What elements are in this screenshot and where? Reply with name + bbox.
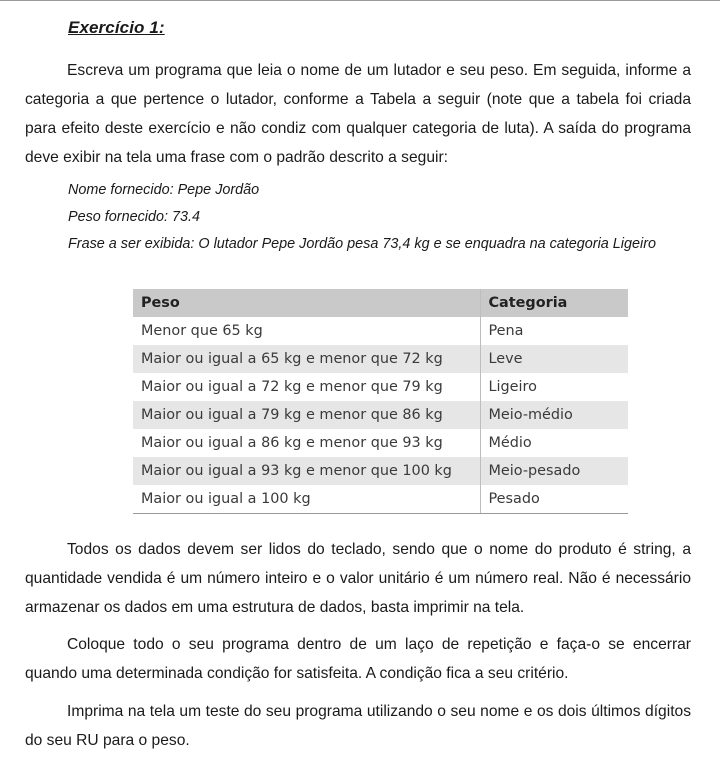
weight-range-cell: Maior ou igual a 79 kg e menor que 86 kg (133, 401, 480, 429)
table-row (133, 429, 628, 457)
header-peso: Peso (133, 289, 480, 317)
weight-range-cell: Maior ou igual a 72 kg e menor que 79 kg (133, 373, 480, 401)
table-header-row (133, 289, 628, 317)
weight-range-cell: Maior ou igual a 93 kg e menor que 100 kg (133, 457, 480, 485)
table-row (133, 317, 628, 345)
category-cell: Leve (480, 345, 628, 373)
table-row (133, 485, 628, 513)
intro-paragraph: Escreva um programa que leia o nome de um lutador e seu peso. Em seguida, informe a categoria a que pertence o lutador, conforme a Tabela a seguir (note que a tabela foi criada para efeito deste exercício e não condiz com qualquer categoria de luta). A saída do programa deve exibir na tela uma frase com o padrão descrito a seguir: (25, 62, 691, 166)
table-row (133, 457, 628, 485)
weight-range-cell: Maior ou igual a 100 kg (133, 485, 480, 513)
category-table (133, 289, 628, 514)
weight-range-cell: Menor que 65 kg (133, 317, 480, 345)
category-cell: Meio-pesado (480, 457, 628, 485)
category-cell: Meio-médio (480, 401, 628, 429)
example-weight-line: Peso fornecido: 73.4 (68, 209, 201, 225)
table-row (133, 345, 628, 373)
weight-range-cell: Maior ou igual a 86 kg e menor que 93 kg (133, 429, 480, 457)
category-cell: Médio (480, 429, 628, 457)
category-cell: Ligeiro (480, 373, 628, 401)
exercise-heading: Exercício 1: (68, 18, 165, 37)
table-row (133, 373, 628, 401)
data-input-paragraph: Todos os dados devem ser lidos do teclado, sendo que o nome do produto é string, a quantidade vendida é um número inteiro e o valor unitário é um número real. Não é necessário armazenar os dados em uma estrutura de dados, basta imprimir na tela. (25, 541, 691, 616)
top-rule (0, 0, 720, 1)
table-row (133, 401, 628, 429)
loop-paragraph: Coloque todo o seu programa dentro de um laço de repetição e faça-o se encerrar quando uma determinada condição for satisfeita. A condição fica a seu critério. (25, 636, 691, 682)
test-paragraph: Imprima na tela um teste do seu programa utilizando o seu nome e os dois últimos dígitos do seu RU para o peso. (25, 703, 691, 749)
category-cell: Pena (480, 317, 628, 345)
header-categoria: Categoria (480, 289, 628, 317)
example-name-line: Nome fornecido: Pepe Jordão (68, 182, 260, 198)
example-phrase-line: Frase a ser exibida: O lutador Pepe Jordão pesa 73,4 kg e se enquadra na categoria Ligeiro (68, 236, 656, 252)
category-cell: Pesado (480, 485, 628, 513)
weight-range-cell: Maior ou igual a 65 kg e menor que 72 kg (133, 345, 480, 373)
